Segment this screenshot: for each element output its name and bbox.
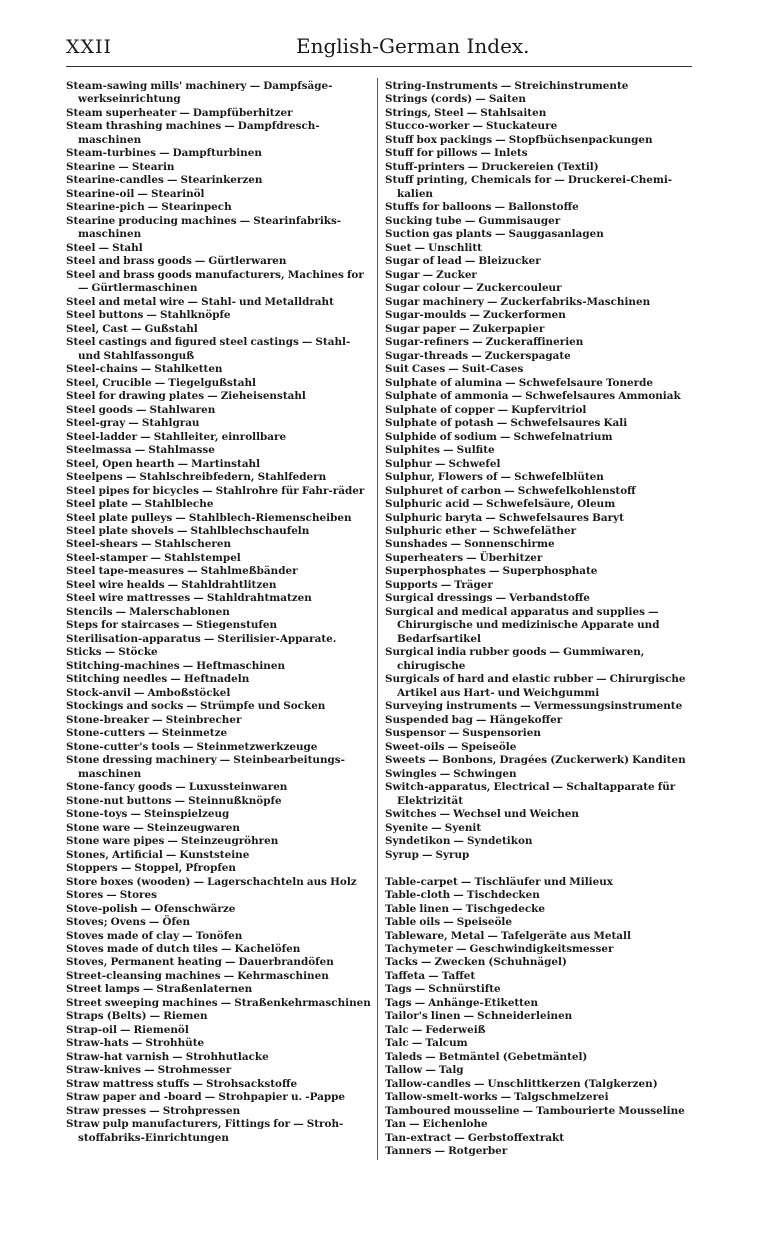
index-entry: Surgical dressings — Verbandstoffe: [385, 592, 590, 605]
index-entry: Steel and metal wire — Stahl- und Metalldraht: [66, 295, 334, 308]
index-entry: Steel tape-measures — Stahlmeßbänder: [66, 565, 298, 578]
index-entry: Taleds — Betmäntel (Gebetmäntel): [385, 1050, 588, 1063]
index-entry: Stone dressing machinery — Steinbearbeitungs-maschinen: [66, 754, 345, 780]
index-entry: Sugar paper — Zukerpapier: [385, 322, 545, 335]
index-entry: Sterilisation-apparatus — Sterilisier-Apparate.: [66, 632, 337, 645]
index-entry: Stockings and socks — Strümpfe und Socken: [66, 700, 326, 713]
index-entry: Stores — Stores: [66, 889, 157, 902]
index-entry: Stoves made of clay — Tonöfen: [66, 929, 243, 942]
index-entry: Tallow-candles — Unschlittkerzen (Talgkerzen): [385, 1077, 658, 1090]
index-entry: Stuff box packings — Stopfbüchsenpackungen: [385, 133, 653, 146]
index-entry: Steel plate shovels — Stahlblechschaufeln: [66, 524, 310, 537]
index-entry: Steel pipes for bicycles — Stahlrohre für Fahr-räder: [66, 484, 365, 497]
index-entry: Steel for drawing plates — Zieheisenstahl: [66, 390, 306, 403]
index-entry: Sulphate of potash — Schwefelsaures Kali: [385, 417, 628, 430]
index-entry: Syrup — Syrup: [385, 848, 470, 861]
index-entry: Sulphate of alumina — Schwefelsaure Tonerde: [385, 376, 653, 389]
index-entry: Tallow — Talg: [385, 1064, 464, 1077]
index-entry: Tags — Anhänge-Etiketten: [385, 996, 539, 1009]
index-entry: Stone-toys — Steinspielzeug: [66, 808, 230, 821]
index-entry: Stone-cutter's tools — Steinmetzwerkzeuge: [66, 740, 318, 753]
index-entry: Sulphuric acid — Schwefelsäure, Oleum: [385, 498, 616, 511]
index-entry: Steam superheater — Dampfüberhitzer: [66, 106, 293, 119]
index-entry: Table linen — Tischgedecke: [385, 902, 545, 915]
index-entry: Street-cleansing machines — Kehrmaschinen: [66, 969, 329, 982]
index-entry: Strings, Steel — Stahlsaiten: [385, 106, 547, 119]
index-entry: Sulphate of ammonia — Schwefelsaures Ammoniak: [385, 390, 681, 403]
index-entry: Steel-stamper — Stahlstempel: [66, 551, 241, 564]
index-entry: Steel wire healds — Stahldrahtlitzen: [66, 578, 277, 591]
header-rule: [66, 66, 692, 67]
index-entry: Syndetikon — Syndetikon: [385, 835, 533, 848]
right-column: [385, 80, 695, 1159]
index-entry: Stone ware — Steinzeugwaren: [66, 821, 240, 834]
index-entry: Sulphuret of carbon — Schwefelkohlenstoff: [385, 484, 636, 497]
index-entry: Straw-hats — Strohhüte: [66, 1037, 205, 1050]
index-entry: Stitching-machines — Heftmaschinen: [66, 659, 286, 672]
index-entry: Stone-nut buttons — Steinnußknöpfe: [66, 794, 282, 807]
index-entry: Steel castings and figured steel castings — Stahl- und Stahlfassonguß: [66, 336, 351, 362]
section-gap: [385, 862, 695, 875]
index-entry: Street lamps — Straßenlaternen: [66, 983, 253, 996]
index-entry: Stearine-oil — Stearinöl: [66, 187, 205, 200]
index-entry: Sweets — Bonbons, Dragées (Zuckerwerk) Kanditen: [385, 754, 686, 767]
index-entry: Straw pulp manufacturers, Fittings for — Stroh-stoffabriks-Einrichtungen: [66, 1118, 344, 1144]
index-entry: Steel plate pulleys — Stahlblech-Riemenscheiben: [66, 511, 352, 524]
index-entry: Stoppers — Stoppel, Pfropfen: [66, 862, 236, 875]
index-entry: Sucking tube — Gummisauger: [385, 214, 561, 227]
index-entry: Stearine — Stearin: [66, 160, 175, 173]
index-entry: Steelmassa — Stahlmasse: [66, 444, 215, 457]
index-entry: Steel-gray — Stahlgrau: [66, 417, 200, 430]
index-entry: Sugar of lead — Bleizucker: [385, 255, 541, 268]
index-entry: Straw-hat varnish — Strohhutlacke: [66, 1050, 269, 1063]
index-entry: Superheaters — Überhitzer: [385, 551, 543, 564]
index-entry: Steel goods — Stahlwaren: [66, 403, 216, 416]
index-entry: Suet — Unschlitt: [385, 241, 482, 254]
index-entry: Tacks — Zwecken (Schuhnägel): [385, 956, 567, 969]
index-entry: Talc — Talcum: [385, 1037, 468, 1050]
index-entry: Sugar-moulds — Zuckerformen: [385, 309, 566, 322]
page-header: [0, 0, 757, 80]
index-entry: Steps for staircases — Stiegenstufen: [66, 619, 278, 632]
index-entry: Steel-chains — Stahlketten: [66, 363, 223, 376]
index-entry: Straw paper and -board — Strohpapier u. -Pappe: [66, 1091, 346, 1104]
index-entry: Stone-breaker — Steinbrecher: [66, 713, 242, 726]
index-entry: Sugar — Zucker: [385, 268, 477, 281]
index-entry: Steel — Stahl: [66, 241, 143, 254]
index-entry: Stones, Artificial — Kunststeine: [66, 848, 250, 861]
index-entry: Sulphide of sodium — Schwefelnatrium: [385, 430, 613, 443]
index-entry: Sweet-oils — Speiseöle: [385, 740, 517, 753]
index-entry: Stone-cutters — Steinmetze: [66, 727, 228, 740]
index-entry: Switches — Wechsel und Weichen: [385, 808, 579, 821]
index-entry: Straw presses — Strohpressen: [66, 1104, 241, 1117]
index-entry: Strap-oil — Riemenöl: [66, 1023, 189, 1036]
index-entry: Straw-knives — Strohmesser: [66, 1064, 232, 1077]
index-entry: Sulphuric ether — Schwefeläther: [385, 524, 577, 537]
index-entry: Sunshades — Sonnenschirme: [385, 538, 555, 551]
index-entry: Strings (cords) — Saiten: [385, 93, 526, 106]
index-entry: Table-cloth — Tischdecken: [385, 889, 540, 902]
index-entry: Stearine-pich — Stearinpech: [66, 201, 232, 214]
index-entry: Stuff for pillows — Inlets: [385, 147, 528, 160]
index-entry: Sugar machinery — Zuckerfabriks-Maschinen: [385, 295, 651, 308]
index-entry: Tan — Eichenlohe: [385, 1118, 488, 1131]
index-entry: Stuff-printers — Druckereien (Textil): [385, 160, 599, 173]
index-entry: Sulphites — Sulfite: [385, 444, 495, 457]
index-entry: Tags — Schnürstifte: [385, 983, 501, 996]
index-entry: Switch-apparatus, Electrical — Schaltapparate für Elektrizität: [385, 781, 676, 807]
index-entry: Steel and brass goods — Gürtlerwaren: [66, 255, 287, 268]
index-entry: Suction gas plants — Sauggasanlagen: [385, 228, 604, 241]
index-entry: Swingles — Schwingen: [385, 767, 517, 780]
right-column-s-entries: [385, 80, 695, 862]
index-entry: Sulphur, Flowers of — Schwefelblüten: [385, 471, 604, 484]
index-entry: Sugar-refiners — Zuckeraffinerien: [385, 336, 584, 349]
index-entry: Steel, Crucible — Tiegelgußstahl: [66, 376, 256, 389]
index-entry: Steam thrashing machines — Dampfdresch-maschinen: [66, 120, 320, 146]
index-entry: Stuff printing, Chemicals for — Druckerei-Chemi-kalien: [385, 174, 673, 200]
index-entry: Sticks — Stöcke: [66, 646, 158, 659]
index-entry: Steam-sawing mills' machinery — Dampfsäge-werkseinrichtung: [66, 80, 333, 106]
index-entry: Sugar colour — Zuckercouleur: [385, 282, 562, 295]
page-number: XXII: [66, 36, 113, 58]
index-entry: Stitching needles — Heftnadeln: [66, 673, 250, 686]
index-entry: Stoves; Ovens — Öfen: [66, 916, 191, 929]
index-entry: Steelpens — Stahlschreibfedern, Stahlfedern: [66, 471, 327, 484]
index-entry: Stoves made of dutch tiles — Kachelöfen: [66, 943, 301, 955]
index-entry: Sulphur — Schwefel: [385, 457, 501, 470]
left-column: [66, 80, 372, 1145]
index-entry: Steel wire mattresses — Stahldrahtmatzen: [66, 592, 312, 605]
index-entry: Steel plate — Stahlbleche: [66, 498, 214, 511]
index-entry: Stencils — Malerschablonen: [66, 605, 230, 618]
index-entry: Suit Cases — Suit-Cases: [385, 363, 524, 376]
index-entry: Stearine-candles — Stearinkerzen: [66, 174, 263, 187]
index-entry: Sugar-threads — Zuckerspagate: [385, 349, 571, 362]
index-entry: Steel buttons — Stahlknöpfe: [66, 309, 231, 322]
index-entry: Table-carpet — Tischläufer und Milieux: [385, 875, 613, 888]
index-entry: Steel and brass goods manufacturers, Machines for — Gürtlermaschinen: [66, 268, 364, 295]
index-entry: Straps (Belts) — Riemen: [66, 1010, 208, 1023]
index-entry: Surgicals of hard and elastic rubber — Chirurgische Artikel aus Hart- und Weichgummi: [385, 673, 686, 699]
page-title: English-German Index.: [296, 34, 530, 58]
index-entry: Stone ware pipes — Steinzeugröhren: [66, 835, 279, 848]
index-entry: Superphosphates — Superphosphate: [385, 565, 598, 578]
index-entry: Sulphate of copper — Kupfervitriol: [385, 403, 587, 416]
index-entry: Tachymeter — Geschwindigkeitsmesser: [385, 942, 614, 955]
index-entry: Talc — Federweiß: [385, 1023, 486, 1036]
index-entry: Surveying instruments — Vermessungsinstrumente: [385, 700, 683, 713]
index-entry: Sulphuric baryta — Schwefelsaures Baryt: [385, 511, 624, 524]
index-entry: Tableware, Metal — Tafelgeräte aus Metall: [385, 929, 631, 942]
index-entry: Tamboured mousseline — Tambourierte Mousseline: [385, 1104, 685, 1117]
index-entry: Stucco-worker — Stuckateure: [385, 120, 558, 133]
column-divider: [377, 78, 378, 1160]
index-entry: Syenite — Syenit: [385, 821, 482, 834]
index-entry: Tallow-smelt-works — Talgschmelzerei: [385, 1091, 609, 1104]
index-entry: Straw mattress stuffs — Strohsackstoffe: [66, 1077, 298, 1090]
index-entry: Store boxes (wooden) — Lagerschachteln aus Holz: [66, 875, 357, 888]
index-entry: Tanners — Rotgerber: [385, 1145, 508, 1158]
index-entry: Taffeta — Taffet: [385, 969, 476, 982]
index-entry: Steel-ladder — Stahlleiter, einrollbare: [66, 430, 287, 443]
index-entry: Table oils — Speiseöle: [385, 916, 512, 929]
index-entry: Suspensor — Suspensorien: [385, 727, 541, 740]
index-entry: Supports — Träger: [385, 578, 493, 591]
index-entry: Street sweeping machines — Straßenkehrmaschinen: [66, 996, 371, 1009]
index-entry: Stone-fancy goods — Luxussteinwaren: [66, 781, 288, 794]
index-entry: Steel, Open hearth — Martinstahl: [66, 457, 261, 470]
index-entry: Surgical india rubber goods — Gummiwaren, chirugische: [385, 646, 645, 672]
index-entry: Tan-extract — Gerbstoffextrakt: [385, 1131, 565, 1144]
right-column-t-entries: [385, 876, 695, 1159]
index-entry: Stove-polish — Ofenschwärze: [66, 902, 236, 915]
index-entry: Stuffs for balloons — Ballonstoffe: [385, 201, 579, 214]
index-entry: Surgical and medical apparatus and supplies — Chirurgische und medizinische Apparate und Bedarfsartikel: [385, 605, 660, 645]
index-entry: Suspended bag — Hängekoffer: [385, 713, 563, 726]
index-entry: Steel, Cast — Gußstahl: [66, 322, 198, 335]
index-entry: Steam-turbines — Dampfturbinen: [66, 147, 262, 160]
index-entry: Stock-anvil — Amboßstöckel: [66, 686, 231, 699]
index-entry: Tailor's linen — Schneiderleinen: [385, 1010, 573, 1023]
index-entry: Steel-shears — Stahlscheren: [66, 538, 232, 551]
index-entry: Stearine producing machines — Stearinfabriks-maschinen: [66, 214, 342, 241]
index-entry: Stoves, Permanent heating — Dauerbrandöfen: [66, 956, 334, 969]
index-entry: String-Instruments — Streichinstrumente: [385, 80, 629, 92]
